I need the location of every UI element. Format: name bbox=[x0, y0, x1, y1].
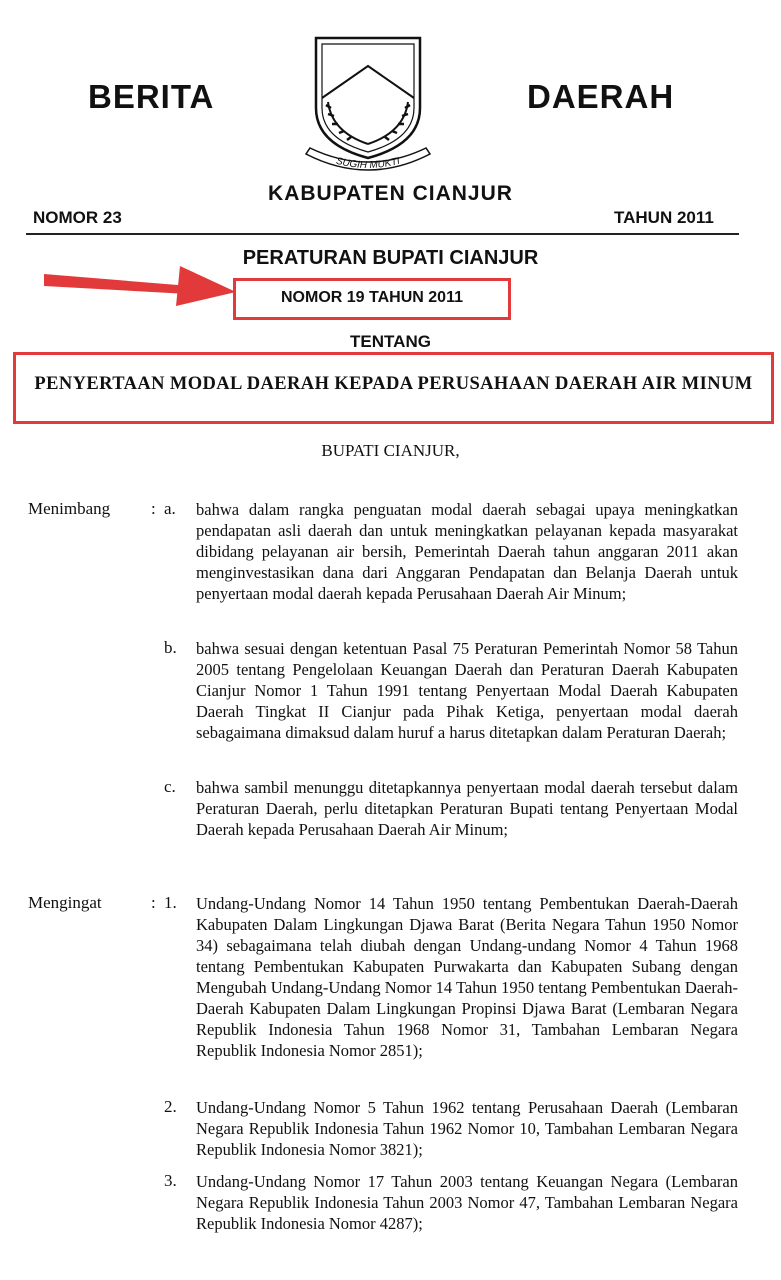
kabupaten-name: KABUPATEN CIANJUR bbox=[268, 182, 513, 205]
header-title-left: BERITA bbox=[88, 78, 215, 115]
mengingat-label: Mengingat bbox=[28, 893, 102, 912]
menimbang-item-b-marker: b. bbox=[164, 638, 177, 657]
menimbang-item-c-marker: c. bbox=[164, 777, 176, 796]
mengingat-item-2-text: Undang-Undang Nomor 5 Tahun 1962 tentang Perusahaan Daerah (Lembaran Negara Republik Indonesia Tahun 1962 Nomor 10, Tambahan Lembaran Negara Republik Indonesia Nomor 3821); bbox=[196, 1098, 738, 1159]
mengingat-item-1-text: Undang-Undang Nomor 14 Tahun 1950 tentang Pembentukan Daerah-Daerah Kabupaten Dalam Lingkungan Djawa Barat (Berita Negara Tahun 1950 Nomor 34) sebagaimana telah diubah dengan Undang-undang Nomor 4 Tahun 1968 tentang Pembentukan Kabupaten Purwakarta dan Kabupaten Subang dengan Mengubah Undang-Undang Nomor 14 Tahun 1950 tentang Pembentukan Daerah-Daerah Kabupaten Dalam Lingkungan Propinsi Djawa Barat (Lembaran Negara Republik Indonesia Tahun 1968 Nomor 31, Tambahan Lembaran Negara Republik Indonesia Nomor 2851); bbox=[196, 894, 738, 1060]
logo-motto: SUGIH MUKTI bbox=[334, 155, 402, 172]
menimbang-item-a-text: bahwa dalam rangka penguatan modal daerah sebagai upaya meningkatkan pendapatan asli daerah dan untuk meningkatkan pelayanan kepada masyarakat dibidang pelayanan air bersih, Pemerintah Daerah tahun anggaran 2011 akan menginvestasikan dana dari Anggaran Pendapatan dan Belanja Daerah untuk penyertaan modal daerah kepada Perusahaan Daerah Air Minum; bbox=[196, 500, 738, 603]
menimbang-item-a-marker: a. bbox=[164, 499, 176, 518]
issuer-line: BUPATI CIANJUR, bbox=[321, 441, 460, 460]
header-title-right: DAERAH bbox=[527, 78, 675, 115]
regulation-number: NOMOR 19 TAHUN 2011 bbox=[281, 289, 463, 306]
gazette-number: NOMOR 23 bbox=[33, 208, 122, 227]
menimbang-item-b-text: bahwa sesuai dengan ketentuan Pasal 75 Peraturan Pemerintah Nomor 58 Tahun 2005 tentang Pengelolaan Keuangan Daerah dan Peraturan Daerah Kabupaten Cianjur Nomor 1 Tahun 1991 tentang Penyertaan Modal Daerah Kabupaten Daerah Tingkat II Cianjur pada Pihak Ketiga, penyertaan modal daerah sebagaimana dimaksud dalam huruf a harus ditetapkan dalam Peraturan Daerah; bbox=[196, 639, 738, 742]
header-divider bbox=[26, 233, 739, 235]
gazette-year: TAHUN 2011 bbox=[614, 208, 714, 227]
mengingat-item-3-marker: 3. bbox=[164, 1171, 177, 1190]
mengingat-item-3-text: Undang-Undang Nomor 17 Tahun 2003 tentang Keuangan Negara (Lembaran Negara Republik Indonesia Tahun 2003 Nomor 47, Tambahan Lembaran Negara Republik Indonesia Nomor 4287); bbox=[196, 1172, 738, 1233]
regulation-title: PERATURAN BUPATI CIANJUR bbox=[242, 247, 539, 269]
menimbang-item-c-text: bahwa sambil menunggu ditetapkannya penyertaan modal daerah tersebut dalam Peraturan Daerah, perlu ditetapkan Peraturan Bupati tentang Penyertaan Modal Daerah kepada Perusahaan Daerah Air Minum; bbox=[196, 778, 738, 839]
about-label: TENTANG bbox=[350, 332, 431, 351]
mengingat-item-1-marker: 1. bbox=[164, 893, 177, 912]
menimbang-label: Menimbang bbox=[28, 499, 111, 518]
mengingat-colon: : bbox=[151, 893, 156, 912]
mengingat-item-2-marker: 2. bbox=[164, 1097, 177, 1116]
menimbang-colon: : bbox=[151, 499, 156, 518]
cianjur-coat-of-arms-logo bbox=[298, 36, 438, 184]
regulation-subject: PENYERTAAN MODAL DAERAH KEPADA PERUSAHAAN DAERAH AIR MINUM bbox=[34, 374, 753, 394]
red-arrow-annotation-icon bbox=[40, 262, 240, 308]
